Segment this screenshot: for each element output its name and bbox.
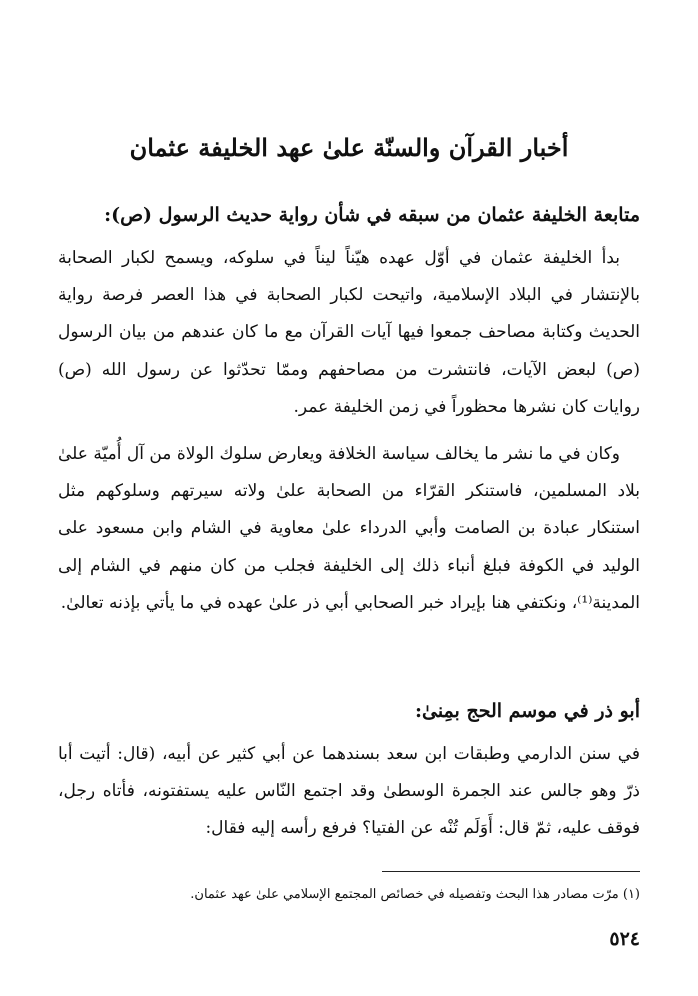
page-number: ٥٢٤: [609, 928, 640, 950]
paragraph-opposition-to-governors: وكان في ما نشر ما يخالف سياسة الخلافة ويعارض سلوك الولاة من آل أُميّة علىٰ بلاد المسلمين، فاستنكر القرّاء من الصحابة علىٰ ولاته سيرتهم وسلوكهم مثل استنكار عبادة بن الصامت وأبي الدرداء علىٰ معاوية في الشام وابن مسعود على الوليد في الكوفة فبلغ أنباء ذلك إلى الخليفة فجلب من كان منهم في الشام إلى المدينة⁽¹⁾، ونكتفي هنا بإيراد خبر الصحابي أبي ذر علىٰ عهده في ما يأتي بإذنه تعالىٰ.: [58, 444, 640, 613]
footnote-separator: [382, 871, 640, 872]
section-heading-abu-dharr-hajj: أبو ذر في موسم الحج بمِنىٰ:: [414, 700, 640, 722]
page-title: أخبار القرآن والسنّة علىٰ عهد الخليفة عثمان: [129, 133, 569, 162]
footnote: (١) مرّت مصادر هذا البحث وتفصيله في خصائص المجتمع الإسلامي علىٰ عهد عثمان.: [190, 887, 640, 902]
section-heading-caliph-narration: متابعة الخليفة عثمان من سبقه في شأن رواية حديث الرسول (ص):: [104, 204, 640, 226]
paragraph-uthman-early-reign: بدأ الخليفة عثمان في أوّل عهده هيّناً ليناً في سلوكه، ويسمح لكبار الصحابة بالإنتشار في البلاد الإسلامية، واتيحت لكبار الصحابة في هذا العصر فرصة رواية الحديث وكتابة مصاحف جمعوا فيها آيات القرآن مع ما كان عندهم من بيان الرسول (ص) لبعض الآيات، فانتشرت من مصاحفهم وممّا تحدّثوا عن رسول الله (ص) روايات كان نشرها محظوراً في زمن الخليفة عمر.: [58, 248, 640, 417]
paragraph-darimi-narration: في سنن الدارمي وطبقات ابن سعد بسندهما عن أبي كثير عن أبيه، (قال: أتيت أبا ذرّ وهو جالس عند الجمرة الوسطىٰ وقد اجتمع النّاس عليه يستفتونه، فأتاه رجل، فوقف عليه، ثمّ قال: أَوَلَم تُنْه عن الفتيا؟ فرفع رأسه إليه فقال:: [58, 744, 640, 839]
